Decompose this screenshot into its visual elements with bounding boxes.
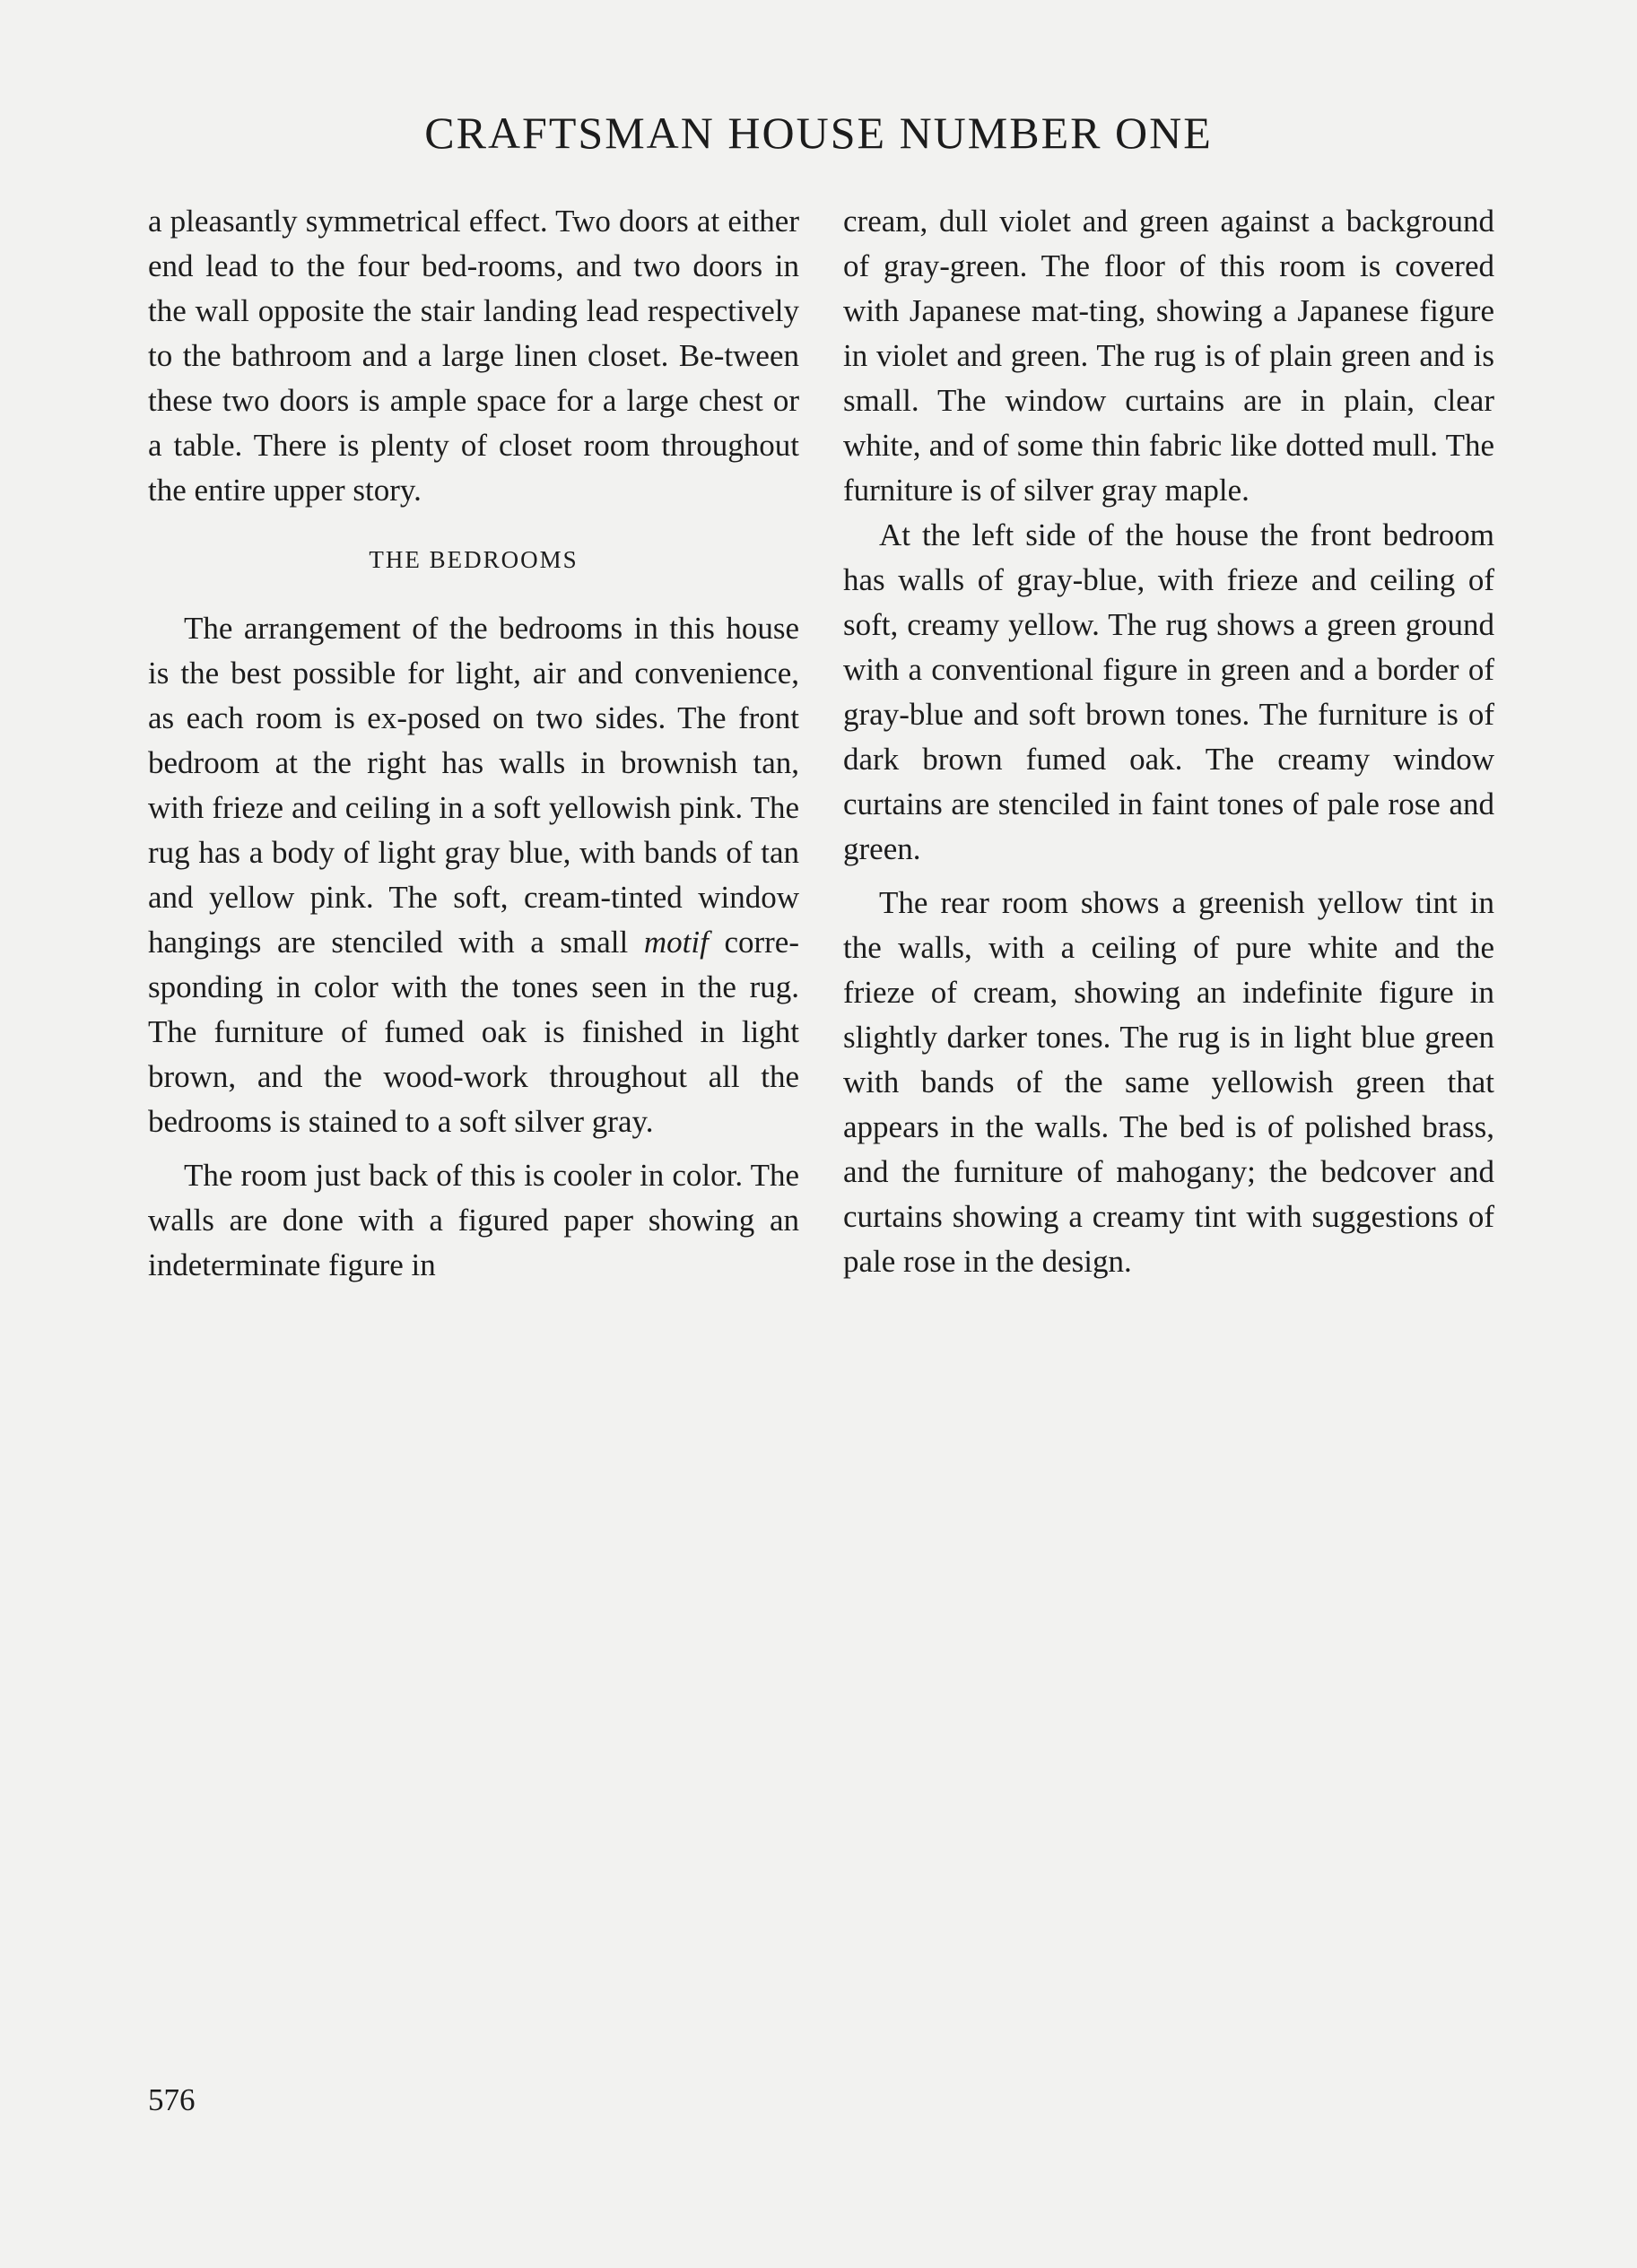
- left-paragraph-3: The room just back of this is cooler in color. The walls are done with a figured paper showing an indeterminate figure in: [148, 1158, 799, 1282]
- page-number: 576: [148, 2082, 196, 2117]
- right-paragraph-3: The rear room shows a greenish yellow tint in the walls, with a ceiling of pure white and the frieze of cream, showing an indefinite figure in slightly darker tones. The rug is in light blue green with bands of the same yellowish green that appears in the walls. The bed is of polished brass, and the furniture of mahogany; the bedcover and curtains showing a creamy tint with suggestions of pale rose in the design.: [843, 885, 1494, 1279]
- right-paragraph-2: At the left side of the house the front bedroom has walls of gray-blue, with frieze and ceiling of soft, creamy yellow. The rug shows a green ground with a conventional figure in green and a border of gray-blue and soft brown tones. The furniture is of dark brown fumed oak. The creamy window curtains are stenciled in faint tones of pale rose and green.: [843, 517, 1494, 866]
- left-column: [148, 199, 799, 1288]
- italic-motif: motif: [643, 925, 709, 960]
- left-paragraph-1: a pleasantly symmetrical effect. Two doors at either end lead to the four bed-rooms, and two doors in the wall opposite the stair landing lead respectively to the bathroom and a large linen closet. Be-tween these two doors is ample space for a large chest or a table. There is plenty of closet room throughout the entire upper story.: [148, 204, 799, 508]
- right-column: [843, 199, 1494, 1284]
- section-heading-bedrooms: THE BEDROOMS: [369, 546, 579, 573]
- paragraph-2-text-end: corre-sponding in color with the tones seen in the rug. The furniture of fumed oak is finished in light brown, and the wood-work throughout all the bedrooms is stained to a soft silver gray.: [148, 925, 799, 1139]
- left-paragraph-2: [148, 606, 799, 1144]
- paragraph-2-text-start: The arrangement of the bedrooms in this house is the best possible for light, air and convenience, as each room is ex-posed on two sides. The front bedroom at the right has walls in brownish tan, with frieze and ceiling in a soft yellowish pink. The rug has a body of light gray blue, with bands of tan and yellow pink. The soft, cream-tinted window hangings are stenciled with a small: [148, 611, 799, 960]
- running-head: CRAFTSMAN HOUSE NUMBER ONE: [424, 108, 1213, 158]
- right-paragraph-1: cream, dull violet and green against a background of gray-green. The floor of this room is covered with Japanese mat-ting, showing a Japanese figure in violet and green. The rug is of plain green and is small. The window curtains are in plain, clear white, and of some thin fabric like dotted mull. The furniture is of silver gray maple.: [843, 204, 1494, 508]
